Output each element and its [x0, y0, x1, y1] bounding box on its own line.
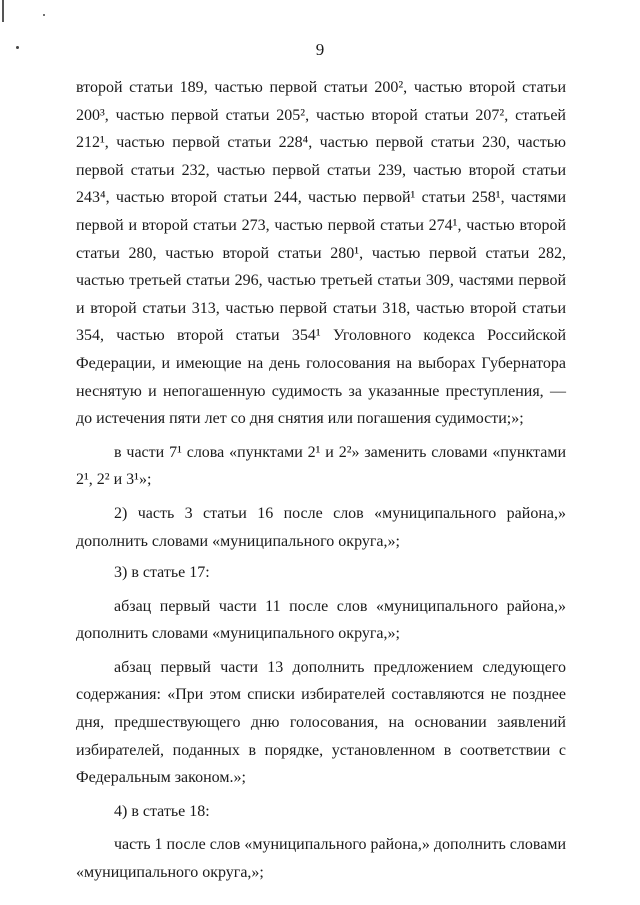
document-body [76, 74, 566, 887]
paragraph-continuation: второй статьи 189, частью первой статьи 200², частью второй статьи 200³, частью первой статьи 205², частью второй статьи 207², статьей 212¹, частью первой статьи 228⁴, частью первой статьи 230, частью первой статьи 232, частью первой статьи 239, частью второй статьи 243⁴, частью второй статьи 244, частью первой¹ статьи 258¹, частями первой и второй статьи 273, частью первой статьи 274¹, частью второй статьи 280, частью второй статьи 280¹, частью первой статьи 282, частью третьей статьи 296, частью третьей статьи 309, частями первой и второй статьи 313, частью первой статьи 318, частью второй статьи 354, частью второй статьи 354¹ Уголовного кодекса Российской Федерации, и имеющие на день голосования на выборах Губернатора неснятую и непогашенную судимость за указанные преступления, — до истечения пяти лет со дня снятия или погашения судимости;»; [76, 79, 566, 428]
page-number: 9 [315, 40, 325, 59]
paragraph-part-1: часть 1 после слов «муниципального района,» дополнить словами «муниципального округа,»; [76, 836, 566, 882]
scan-speck [43, 14, 45, 16]
paragraph-part-7-1: в части 7¹ слова «пунктами 2¹ и 2²» заменить словами «пунктами 2¹, 2² и 3¹»; [76, 443, 566, 489]
scan-edge-mark [2, 0, 4, 22]
paragraph-part-13: абзац первый части 13 дополнить предложением следующего содержания: «При этом списки избирателей составляются не позднее дня, предшествующего дню голосования, на основании заявлений избирателей, поданных в порядке, установленном в соответствии с Федеральным законом.»; [76, 658, 566, 787]
paragraph-part-11: абзац первый части 11 после слов «муниципального района,» дополнить словами «муниципального округа,»; [76, 597, 566, 643]
paragraph-item-4-heading: 4) в статье 18: [114, 802, 210, 820]
paragraph-item-2: 2) часть 3 статьи 16 после слов «муниципального района,» дополнить словами «муниципального округа,»; [76, 504, 566, 550]
paragraph-item-3-heading: 3) в статье 17: [114, 564, 210, 582]
